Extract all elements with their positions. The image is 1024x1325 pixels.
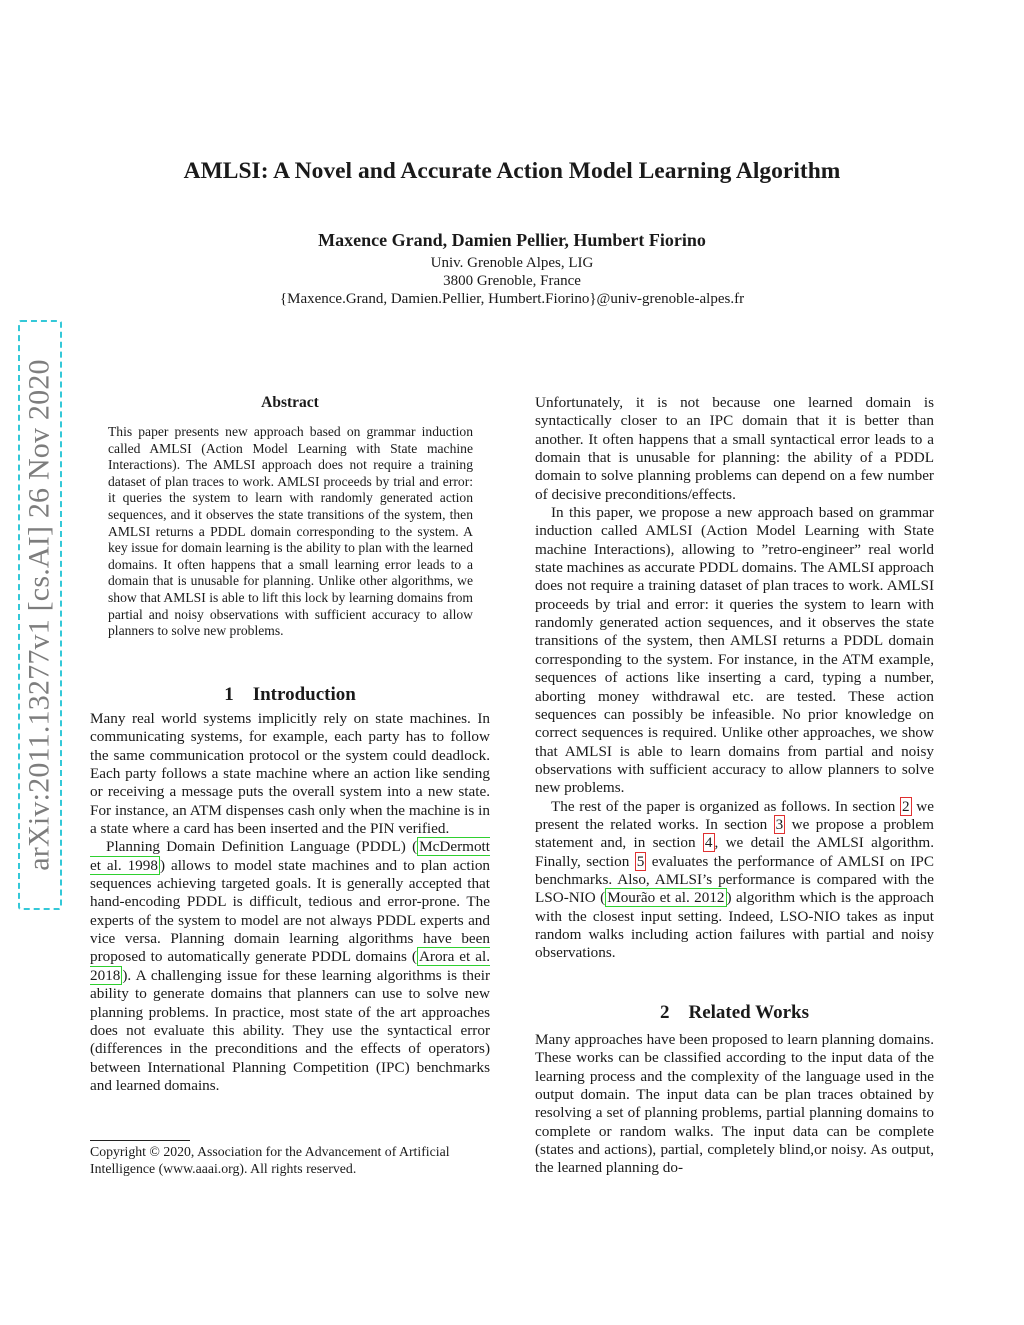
affiliation-emails: {Maxence.Grand, Damien.Pellier, Humbert.Fiorino}@univ-grenoble-alpes.fr	[279, 291, 745, 307]
footnote-divider	[90, 1140, 190, 1141]
arxiv-identifier-text: arXiv:2011.13277v1 [cs.AI] 26 Nov 2020	[23, 359, 57, 871]
section-heading-related-works: 2 Related Works	[659, 1002, 809, 1023]
citation-arora-2018[interactable]: Arora et al. 2018	[90, 948, 490, 984]
related-works-paragraph: Many approaches have been proposed to learn planning domains. These works can be classified according to the input data of the learning process and the complexity of the language used in the output domain. The input data can be plan traces obtained by resolving a set of planning problems, partial planning domains to complete or random walks. The input data can be complete (states and actions), partial, completely blind,or noisy. As output, the learned planning do-	[535, 1031, 934, 1177]
right-paragraph-3-part-e: evaluates the performance of AMLSI on IPC benchmarks. Also, AMLSI’s performance is compared with the LSO-NIO (	[535, 852, 934, 907]
abstract-text: This paper presents new approach based on grammar induction called AMLSI (Action Model Learning with State machine Interactions). The AMLSI approach does not require a training dataset of plan traces to work. AMLSI proceeds by trial and error: it queries the system to learn with randomly generated action sequences, and it observes the state transitions of the system, then AMLSI returns a PDDL domain corresponding to the system. A key issue for domain learning is the ability to plan with the learned domains. It often happens that a small learning error leads to a domain that is unusable for planning. Unlike other algorithms, we show that AMLSI is able to lift this lock by learning domains from partial and noisy observations with sufficient accuracy to allow planners to solve new problems.	[108, 424, 473, 639]
section-ref-4[interactable]: 4	[704, 834, 713, 852]
arxiv-identifier-stamp[interactable]	[18, 320, 62, 910]
right-paragraph-2: In this paper, we propose a new approach based on grammar induction called AMLSI (Action Model Learning with State machine Interactions), allowing to ”retro-engineer” real world state machines as accurate PDDL domains. The AMLSI approach does not require a training dataset of plan traces to work. AMLSI proceeds by trial and error: it queries the system to learn with randomly generated action sequences, and it observes the state transitions of the system, then AMLSI returns a PDDL domain corresponding to the system. For instance, in the ATM example, sequences of actions like inserting a card, typing a number, aborting money withdrawal etc. are tested. These action sequences can possibly be infeasible. No prior knowledge on correct sequences is required. Unlike other approaches, we show that AMLSI is able to learn domains from partial and noisy observations with sufficient accuracy to allow planners to solve new problems.	[535, 504, 934, 797]
section-ref-2[interactable]: 2	[902, 797, 910, 815]
right-paragraph-3	[535, 798, 934, 963]
abstract-heading: Abstract	[261, 394, 319, 411]
right-column-text	[535, 394, 934, 963]
intro-paragraph-1: Many real world systems implicitly rely on state machines. In communicating systems, for example, each party has to follow the same communication protocol or the system could deadlock. Each party follows a state machine where an action like sending or receiving a message puts the overall system into a new state. For instance, an ATM dispenses cash only when the machine is in a state where a card has been inserted and the PIN verified.	[90, 710, 490, 838]
copyright-footnote: Copyright © 2020, Association for the Advancement of Artificial Intelligence (www.aaai.org). All rights reserved.	[90, 1144, 450, 1176]
citation-mourao-2012[interactable]: Mourão et al. 2012	[607, 889, 725, 907]
section-ref-5[interactable]: 5	[636, 852, 645, 870]
section-ref-3[interactable]: 3	[775, 815, 784, 833]
intro-paragraph-2-part-c: ). A challenging issue for these learning algorithms is their ability to generate domains that planners can use to solve new planning problems. In practice, most state of the art approaches does not evaluate this ability. They use the syntactical error (differences in the preconditions and the effects of operators) between International Planning Competition (IPC) benchmarks and learned domains.	[90, 966, 490, 1094]
right-paragraph-3-part-b: we present the related works. In section	[535, 797, 934, 833]
left-column-text	[90, 710, 490, 1095]
intro-paragraph-2-part-b: ) allows to model state machines and to plan action sequences achieving targeted goals. It is generally accepted that hand-encoding PDDL is difficult, tedious and error-prone. The experts of the system to model are not always PDDL experts and vice versa. Planning domain learning algorithms have been proposed to automatically generate PDDL domains (	[90, 856, 491, 966]
right-paragraph-3-part-c: we propose a problem statement and, in section	[535, 815, 934, 852]
intro-paragraph-2-part-a: Planning Domain Definition Language (PDDL) (	[106, 838, 418, 856]
intro-paragraph-2	[90, 838, 490, 1095]
right-paragraph-3-part-f: ) algorithm which is the approach with the closest input setting. Indeed, LSO-NIO takes as input random walks including action failures with partial and noisy observations.	[535, 889, 934, 962]
author-list: Maxence Grand, Damien Pellier, Humbert Fiorino	[318, 230, 706, 250]
affiliation-institution: Univ. Grenoble Alpes, LIG	[430, 255, 594, 271]
right-paragraph-3-part-d: , we detail the AMLSI algorithm. Finally, section	[535, 834, 934, 870]
section-heading-introduction: 1 Introduction	[224, 684, 356, 705]
paper-title: AMLSI: A Novel and Accurate Action Model Learning Algorithm	[183, 158, 841, 184]
affiliation-address: 3800 Grenoble, France	[443, 273, 581, 289]
right-paragraph-1: Unfortunately, it is not because one learned domain is syntactically closer to an IPC domain that it is better than another. It often happens that a small syntactical error leads to a domain that is unusable for planning: the ability of a PDDL domain to solve planning problems can depend on a few number of decisive preconditions/effects.	[535, 394, 934, 503]
right-paragraph-3-part-a: The rest of the paper is organized as follows. In section	[551, 797, 901, 815]
citation-mcdermott-1998[interactable]: McDermott et al. 1998	[90, 838, 490, 874]
